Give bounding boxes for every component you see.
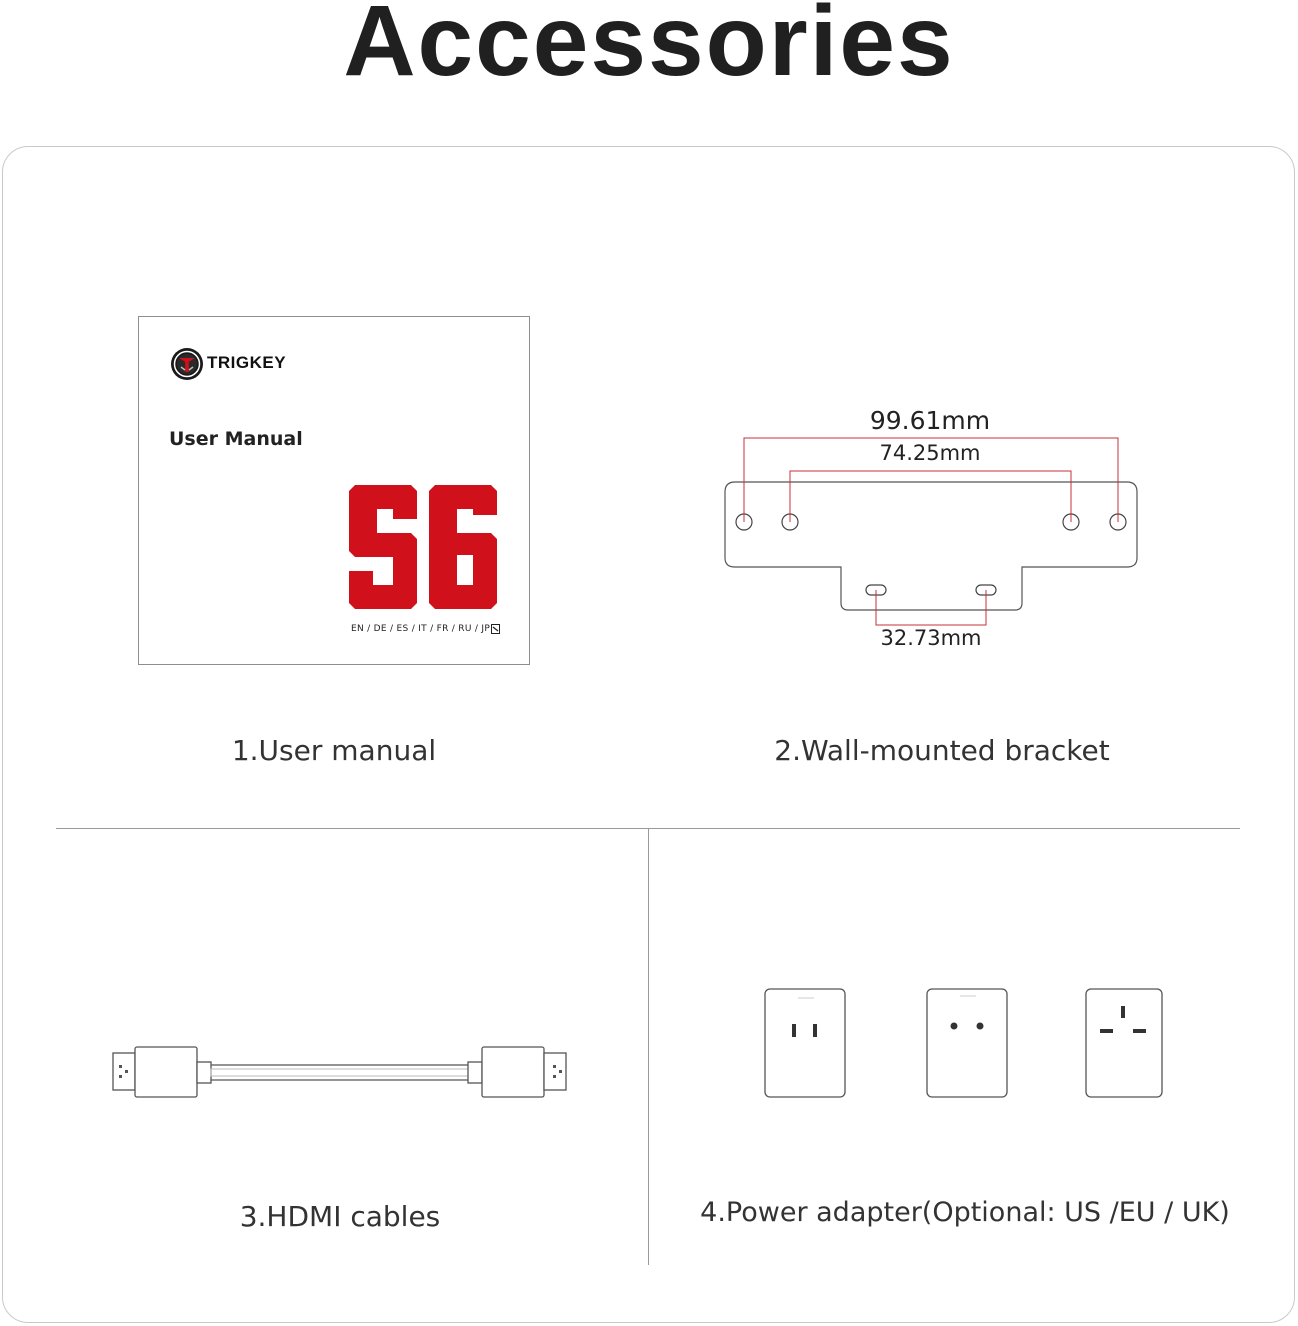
dimension-lower: 32.73mm xyxy=(880,626,982,650)
caption-power-adapter: 4.Power adapter(Optional: US /EU / UK) xyxy=(700,1197,1230,1228)
uk-plug-icon xyxy=(1083,986,1165,1102)
eu-plug-icon xyxy=(924,986,1012,1102)
hdmi-cable-icon xyxy=(105,1035,575,1110)
caption-user-manual: 1.User manual xyxy=(231,734,437,767)
page-title: Accessories xyxy=(343,0,955,97)
manual-languages: EN / DE / ES / IT / FR / RU / JP xyxy=(351,624,491,634)
model-s6-logo xyxy=(349,485,501,613)
us-plug-icon xyxy=(762,986,850,1102)
manual-title: User Manual xyxy=(169,428,303,450)
vertical-divider xyxy=(648,829,649,1265)
user-manual-image xyxy=(138,316,530,665)
document-icon xyxy=(491,624,500,634)
brand-name: TRIGKEY xyxy=(207,353,287,372)
dimension-outer: 99.61mm xyxy=(869,406,991,435)
caption-hdmi: 3.HDMI cables xyxy=(239,1200,441,1233)
dimension-inner: 74.25mm xyxy=(879,441,981,465)
bracket-outline xyxy=(725,482,1137,610)
trigkey-logo-icon xyxy=(170,347,204,381)
caption-bracket: 2.Wall-mounted bracket xyxy=(774,734,1110,767)
